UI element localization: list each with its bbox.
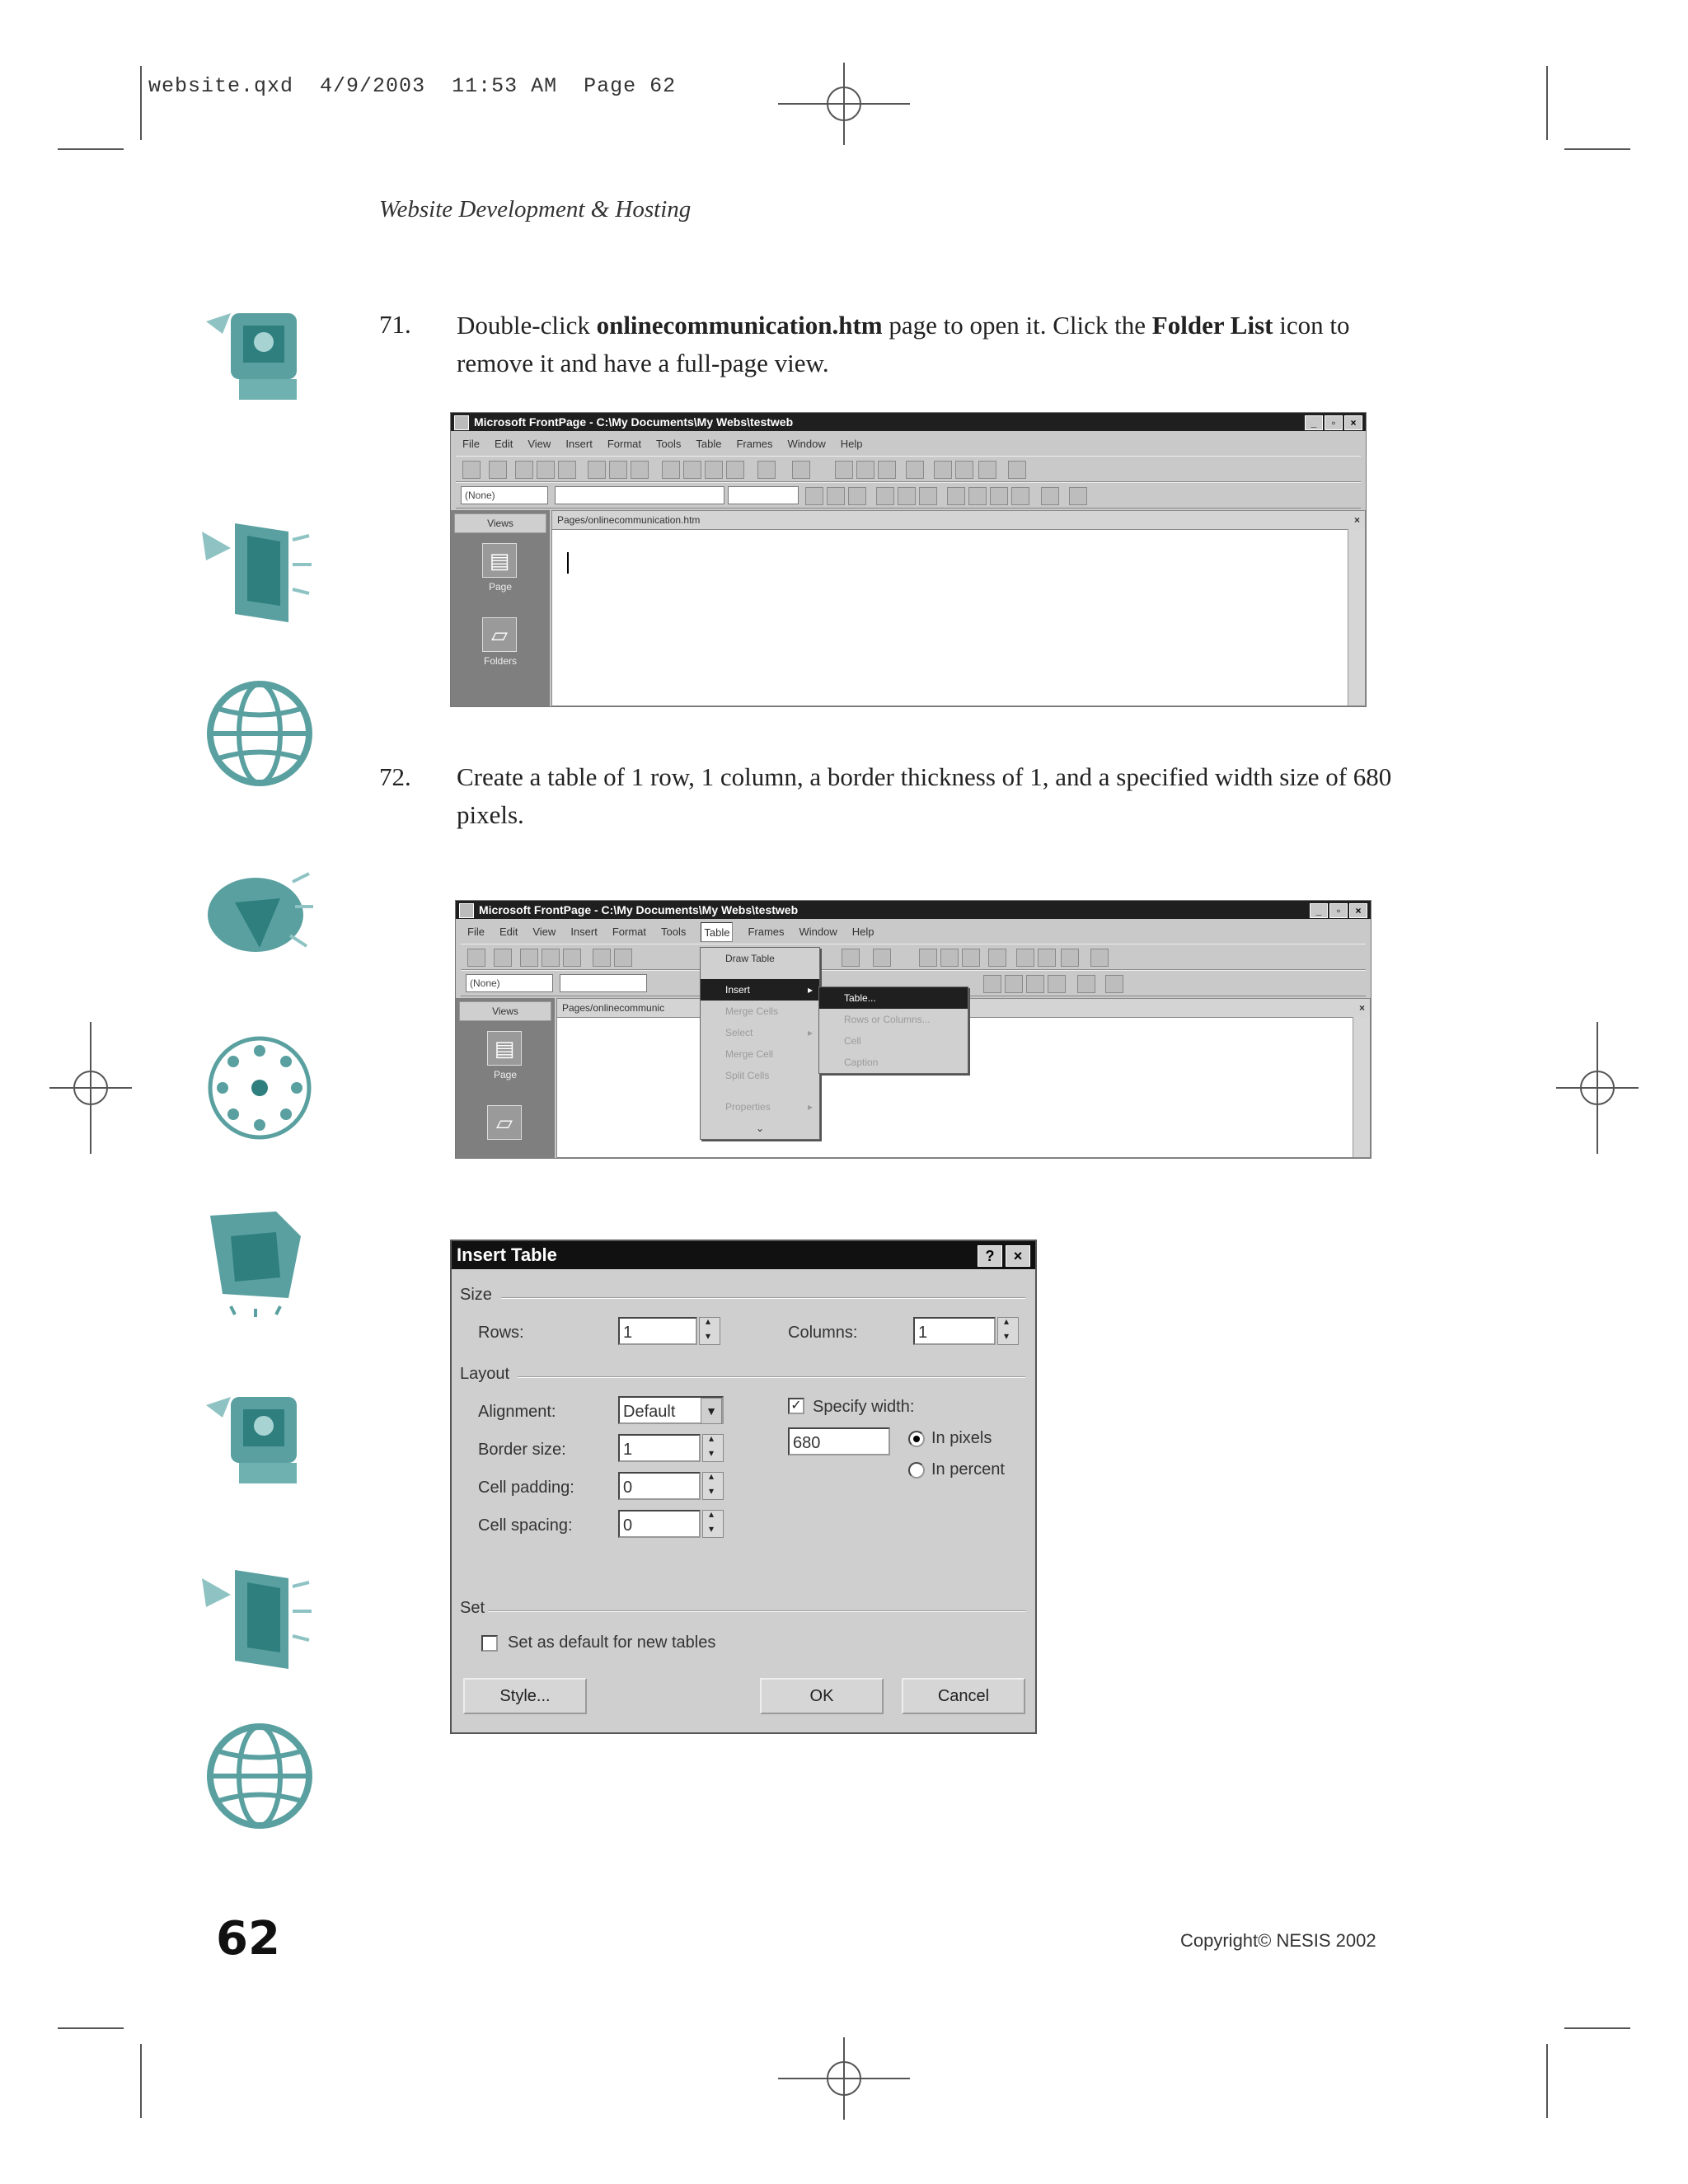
alignment-dropdown-icon[interactable]: ▼ <box>701 1398 722 1424</box>
menu-view[interactable]: View <box>532 926 556 938</box>
title-bar <box>456 901 1371 919</box>
save-icon[interactable] <box>520 949 538 967</box>
menu-file[interactable]: File <box>467 926 485 938</box>
align-left-icon[interactable] <box>876 487 894 505</box>
vertical-scrollbar[interactable] <box>1353 1017 1370 1157</box>
window-controls <box>1305 415 1362 430</box>
table-menu <box>700 947 820 1140</box>
views-header: Views <box>454 513 546 533</box>
rows-label: Rows: <box>478 1324 524 1342</box>
font-color-icon[interactable] <box>1105 975 1123 993</box>
size-group-rule <box>501 1297 1025 1299</box>
slug-page: Page 62 <box>584 74 677 98</box>
crop-mark <box>1546 2044 1548 2118</box>
title-bar <box>451 413 1366 431</box>
views-bar <box>451 510 550 707</box>
width-input[interactable]: 680 <box>788 1427 890 1455</box>
submenu-item-cell[interactable]: Cell <box>844 1035 861 1047</box>
style-combo[interactable]: (None) <box>461 486 548 504</box>
insert-picture-icon[interactable] <box>878 461 896 479</box>
step71-filename: onlinecommunication.htm <box>596 311 883 340</box>
format-painter-icon[interactable] <box>726 461 744 479</box>
align-right-icon[interactable] <box>919 487 937 505</box>
border-size-input[interactable]: 1 <box>618 1434 701 1462</box>
highlight-icon[interactable] <box>1041 487 1059 505</box>
registration-mark-top <box>778 63 910 145</box>
cell-spacing-label: Cell spacing: <box>478 1516 573 1535</box>
set-default-checkbox[interactable] <box>481 1635 498 1652</box>
menu-item-insert[interactable] <box>701 979 819 1001</box>
folder-icon <box>198 1203 313 1319</box>
underline-icon[interactable] <box>848 487 866 505</box>
computer-icon-2 <box>198 1380 313 1496</box>
submenu-item-rows-columns[interactable]: Rows or Columns... <box>844 1014 931 1025</box>
increase-indent-icon[interactable] <box>1011 487 1029 505</box>
border-size-spinner[interactable] <box>702 1434 724 1462</box>
menu-bar <box>456 922 1371 942</box>
style-combo[interactable]: (None) <box>466 974 553 992</box>
cancel-button[interactable]: Cancel <box>902 1678 1025 1714</box>
menu-item-insert-label: Insert <box>725 984 751 996</box>
insert-submenu <box>818 987 968 1074</box>
undo-icon[interactable] <box>757 461 776 479</box>
registration-mark-bottom <box>778 2037 910 2120</box>
insert-table-dialog <box>450 1240 1037 1734</box>
cut-icon[interactable] <box>662 461 680 479</box>
cell-padding-input[interactable]: 0 <box>618 1472 701 1500</box>
undo-icon[interactable] <box>842 949 860 967</box>
crop-mark <box>58 2027 124 2029</box>
frontpage-app-icon <box>459 903 474 918</box>
document-pane[interactable] <box>551 510 1366 706</box>
refresh-icon[interactable] <box>1038 949 1056 967</box>
dialog-help-button[interactable]: ? <box>978 1245 1002 1267</box>
dialog-title-bar <box>452 1241 1035 1269</box>
preview-icon[interactable] <box>609 461 627 479</box>
menu-frames[interactable]: Frames <box>748 926 785 938</box>
open-icon[interactable] <box>489 461 507 479</box>
menu-window[interactable]: Window <box>787 438 826 450</box>
step72-line1: Create a table of 1 row, 1 column, a border thickness of 1, and a specified width size of 680 <box>457 762 1392 791</box>
show-all-icon[interactable] <box>978 461 996 479</box>
menu-format[interactable]: Format <box>607 438 641 450</box>
redo-icon[interactable] <box>792 461 810 479</box>
font-color-icon[interactable] <box>1069 487 1087 505</box>
menu-item-properties[interactable] <box>701 1096 819 1118</box>
formatting-toolbar <box>456 482 1361 509</box>
hyperlink-icon[interactable] <box>1016 949 1034 967</box>
minimize-button[interactable]: _ <box>1305 415 1323 430</box>
step-number-72: 72. <box>379 762 411 791</box>
menu-window[interactable]: Window <box>799 926 837 938</box>
step-number-71: 71. <box>379 310 411 339</box>
web-component-icon[interactable] <box>919 949 937 967</box>
hyperlink-icon[interactable] <box>934 461 952 479</box>
menu-item-properties-label: Properties <box>725 1101 771 1113</box>
submenu-arrow-icon: ▸ <box>807 984 813 996</box>
frontpage-window-1 <box>450 412 1367 707</box>
numbering-icon[interactable] <box>947 487 965 505</box>
window-controls <box>1310 903 1367 918</box>
submenu-item-table[interactable]: Table... <box>819 987 968 1009</box>
border-size-label: Border size: <box>478 1441 566 1459</box>
spelling-icon[interactable] <box>631 461 649 479</box>
registration-mark-right <box>1556 1022 1639 1154</box>
cell-spacing-input[interactable]: 0 <box>618 1510 701 1538</box>
step72-line2: pixels. <box>457 800 524 829</box>
close-button[interactable]: × <box>1344 415 1362 430</box>
window-title: Microsoft FrontPage - C:\My Documents\My Webs\testweb <box>474 415 794 429</box>
drawing-icon[interactable] <box>988 949 1006 967</box>
close-page-icon[interactable]: × <box>1358 1002 1365 1014</box>
print-icon[interactable] <box>593 949 611 967</box>
step71-folder-list: Folder List <box>1151 311 1273 340</box>
menu-file[interactable]: File <box>462 438 480 450</box>
menu-expand-chevron[interactable]: ⌄ <box>755 1122 765 1134</box>
close-page-icon[interactable]: × <box>1353 514 1360 526</box>
help-icon[interactable] <box>1008 461 1026 479</box>
slug-date: 4/9/2003 <box>320 74 426 98</box>
page-path: Pages/onlinecommunication.htm <box>557 514 701 526</box>
menu-help[interactable]: Help <box>840 438 863 450</box>
menu-help[interactable]: Help <box>851 926 874 938</box>
rows-spinner[interactable] <box>699 1317 720 1345</box>
preview-icon[interactable] <box>614 949 632 967</box>
page-view-label: Page <box>493 1069 518 1080</box>
crop-mark <box>1546 66 1548 140</box>
page-tab <box>552 511 1365 530</box>
open-icon[interactable] <box>494 949 512 967</box>
highlight-icon[interactable] <box>1077 975 1095 993</box>
page-path: Pages/onlinecommunic <box>562 1002 665 1014</box>
in-pixels-radio[interactable] <box>908 1431 925 1447</box>
maximize-button[interactable]: ▫ <box>1325 415 1343 430</box>
step-text-71 <box>457 307 1392 382</box>
alignment-label: Alignment: <box>478 1403 556 1421</box>
set-group-label: Set <box>460 1599 485 1617</box>
cell-padding-spinner[interactable] <box>702 1472 724 1500</box>
menu-tools[interactable]: Tools <box>656 438 682 450</box>
menu-item-draw-table[interactable]: Draw Table <box>725 953 775 964</box>
folders-view-icon[interactable]: ▱ <box>487 1105 522 1140</box>
size-group-label: Size <box>460 1286 492 1304</box>
copy-icon[interactable] <box>683 461 701 479</box>
folders-view-icon[interactable]: ▱ <box>482 617 517 652</box>
insert-picture-icon[interactable] <box>962 949 980 967</box>
ok-button[interactable]: OK <box>760 1678 884 1714</box>
minimize-button[interactable]: _ <box>1310 903 1328 918</box>
help-icon[interactable] <box>1090 949 1109 967</box>
folder-list-icon[interactable] <box>563 949 581 967</box>
menu-edit[interactable]: Edit <box>499 926 518 938</box>
computer-icon <box>198 297 313 412</box>
menu-table[interactable]: Table <box>701 922 733 942</box>
columns-input[interactable]: 1 <box>913 1317 996 1345</box>
insert-table-icon[interactable] <box>856 461 874 479</box>
page-view-icon[interactable]: ▤ <box>482 543 517 578</box>
close-button[interactable]: × <box>1349 903 1367 918</box>
menu-tools[interactable]: Tools <box>661 926 687 938</box>
vertical-scrollbar[interactable] <box>1348 529 1365 705</box>
folders-view-label: Folders <box>483 655 517 667</box>
globe-icon <box>198 676 313 791</box>
crop-mark <box>1564 2027 1630 2029</box>
align-center-icon[interactable] <box>898 487 916 505</box>
layout-group-label: Layout <box>460 1365 510 1383</box>
step71-mid: page to open it. Click the <box>882 311 1152 340</box>
server-tower-icon-2 <box>198 1562 313 1677</box>
dialog-close-button[interactable]: × <box>1006 1245 1030 1267</box>
menu-insert[interactable]: Insert <box>565 438 593 450</box>
italic-icon[interactable] <box>827 487 845 505</box>
set-group-rule <box>488 1610 1025 1612</box>
menu-item-select-label: Select <box>725 1027 753 1038</box>
dialog-title-buttons <box>978 1245 1030 1267</box>
window-title: Microsoft FrontPage - C:\My Documents\My Webs\testweb <box>479 903 799 916</box>
page-view-label: Page <box>488 581 513 593</box>
step71-line2: remove it and have a full-page view. <box>457 349 829 377</box>
maximize-button[interactable]: ▫ <box>1329 903 1348 918</box>
font-combo[interactable] <box>560 974 647 992</box>
copyright: Copyright© NESIS 2002 <box>1180 1930 1376 1951</box>
text-cursor <box>567 552 569 574</box>
bullets-icon[interactable] <box>968 487 987 505</box>
menu-bar <box>451 434 1366 454</box>
menu-item-merge-cell[interactable]: Merge Cell <box>725 1048 774 1060</box>
registration-mark-left <box>49 1022 132 1154</box>
menu-format[interactable]: Format <box>612 926 646 938</box>
rows-input[interactable]: 1 <box>618 1317 697 1345</box>
views-header: Views <box>459 1001 551 1021</box>
server-tower-icon <box>198 515 313 630</box>
in-pixels-label: In pixels <box>931 1429 992 1447</box>
print-icon[interactable] <box>588 461 606 479</box>
publish-icon[interactable] <box>542 949 560 967</box>
style-button[interactable]: Style... <box>463 1678 587 1714</box>
crop-mark <box>1564 148 1630 150</box>
new-page-icon[interactable] <box>462 461 481 479</box>
page-view-icon[interactable]: ▤ <box>487 1031 522 1066</box>
crop-mark <box>140 66 142 140</box>
publish-icon[interactable] <box>537 461 555 479</box>
network-icon <box>198 1030 313 1146</box>
slug-line <box>148 74 676 98</box>
font-combo[interactable] <box>555 486 724 504</box>
globe-icon-2 <box>198 1718 313 1834</box>
decrease-indent-icon[interactable] <box>1026 975 1044 993</box>
refresh-icon[interactable] <box>955 461 973 479</box>
step-text-72 <box>457 758 1392 834</box>
in-percent-label: In percent <box>931 1460 1005 1479</box>
crop-mark <box>58 148 124 150</box>
new-page-icon[interactable] <box>467 949 485 967</box>
columns-label: Columns: <box>788 1324 858 1342</box>
folder-list-icon[interactable] <box>558 461 576 479</box>
slug-time: 11:53 AM <box>452 74 558 98</box>
menu-insert[interactable]: Insert <box>570 926 598 938</box>
save-icon[interactable] <box>515 461 533 479</box>
standard-toolbar <box>456 456 1361 482</box>
layout-group-rule <box>518 1376 1025 1378</box>
decrease-indent-icon[interactable] <box>990 487 1008 505</box>
slug-file: website.qxd <box>148 74 294 98</box>
redo-icon[interactable] <box>873 949 891 967</box>
dialog-title: Insert Table <box>457 1244 557 1265</box>
alignment-select[interactable]: Default <box>618 1396 724 1424</box>
views-bar <box>456 998 555 1159</box>
menu-view[interactable]: View <box>528 438 551 450</box>
cell-spacing-spinner[interactable] <box>702 1510 724 1538</box>
menu-item-select[interactable] <box>701 1022 819 1043</box>
running-head: Website Development & Hosting <box>379 196 692 223</box>
drawing-icon[interactable] <box>906 461 924 479</box>
cell-padding-label: Cell padding: <box>478 1479 574 1497</box>
crop-mark <box>140 2044 142 2118</box>
page-number: 62 <box>216 1912 280 1966</box>
menu-item-merge-cells[interactable]: Merge Cells <box>725 1005 779 1017</box>
step71-post: icon to <box>1273 311 1350 340</box>
paste-icon[interactable] <box>705 461 723 479</box>
standard-toolbar <box>461 944 1366 970</box>
menu-item-split-cells[interactable]: Split Cells <box>725 1070 770 1081</box>
show-all-icon[interactable] <box>1061 949 1079 967</box>
bullets-icon[interactable] <box>1005 975 1023 993</box>
menu-edit[interactable]: Edit <box>494 438 513 450</box>
submenu-arrow-icon: ▸ <box>807 1027 813 1038</box>
in-percent-radio[interactable] <box>908 1462 925 1479</box>
web-component-icon[interactable] <box>835 461 853 479</box>
submenu-item-caption[interactable]: Caption <box>844 1057 879 1068</box>
menu-frames[interactable]: Frames <box>736 438 773 450</box>
columns-spinner[interactable] <box>997 1317 1019 1345</box>
numbering-icon[interactable] <box>983 975 1001 993</box>
frontpage-app-icon <box>454 415 469 430</box>
font-size-combo[interactable] <box>728 486 799 504</box>
increase-indent-icon[interactable] <box>1048 975 1066 993</box>
set-default-label: Set as default for new tables <box>508 1633 716 1652</box>
bold-icon[interactable] <box>805 487 823 505</box>
specify-width-checkbox[interactable]: ✓ <box>788 1398 804 1414</box>
frontpage-window-2 <box>455 900 1372 1159</box>
specify-width-label: Specify width: <box>813 1398 915 1416</box>
triangle-monitor-icon <box>198 857 313 972</box>
step71-pre: Double-click <box>457 311 597 340</box>
insert-table-icon[interactable] <box>940 949 959 967</box>
submenu-arrow-icon: ▸ <box>807 1101 813 1113</box>
menu-table[interactable]: Table <box>696 438 722 450</box>
